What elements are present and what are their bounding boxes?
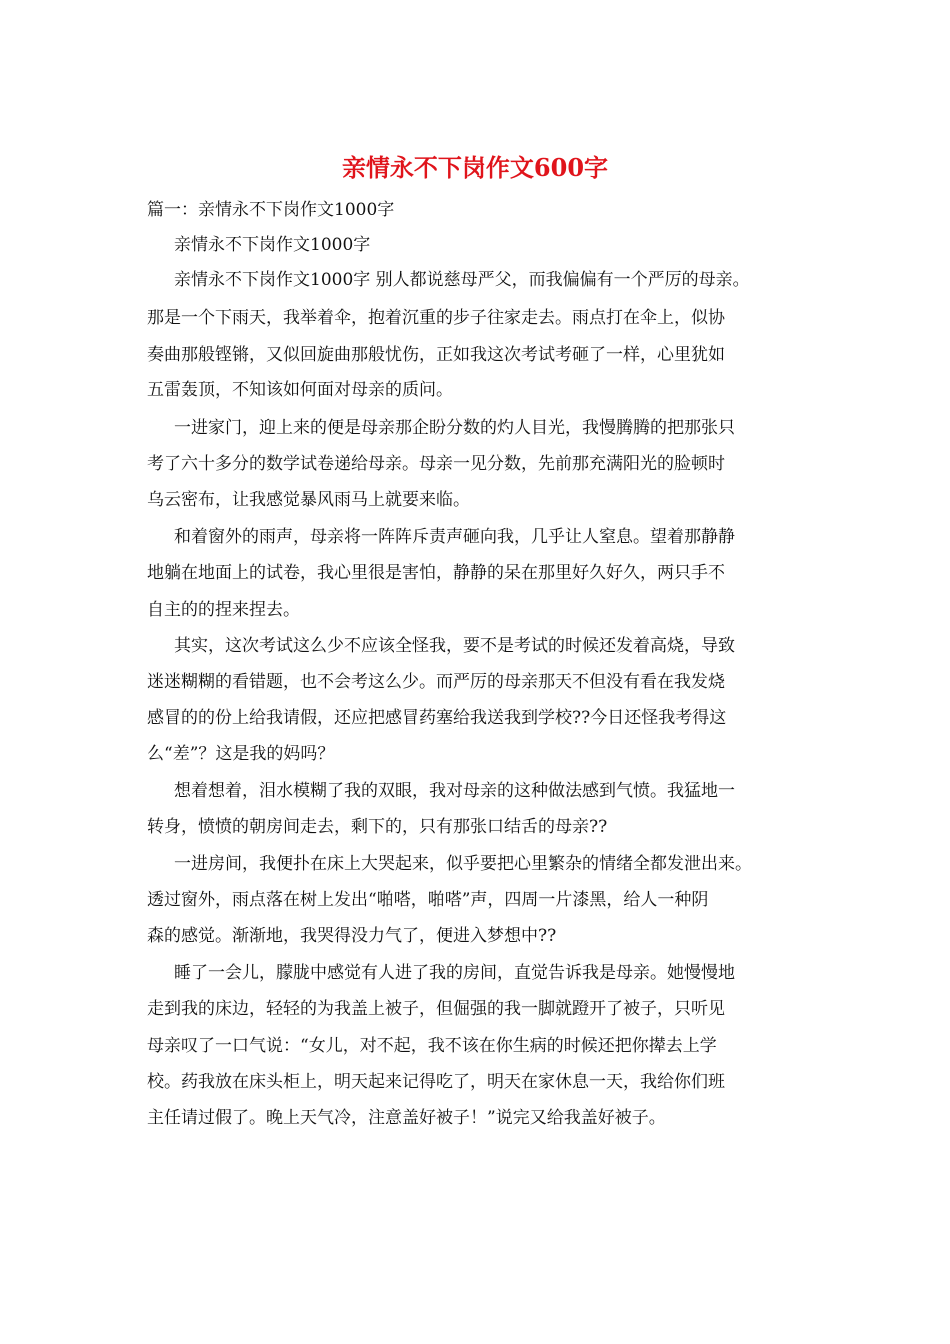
body-line: 想着想着，泪水模糊了我的双眼，我对母亲的这种做法感到气愤。我猛地一: [174, 781, 735, 801]
body-line: 那是一个下雨天，我举着伞，抱着沉重的步子往家走去。雨点打在伞上，似协: [147, 308, 725, 328]
subtitle-line: 亲情永不下岗作文1000字: [174, 235, 371, 255]
body-line: 走到我的床边，轻轻的为我盖上被子，但倔强的我一脚就蹬开了被子，只听见: [147, 999, 725, 1019]
chapter-heading: 篇一：亲情永不下岗作文1000字: [147, 200, 395, 220]
body-line: 其实，这次考试这么少不应该全怪我，要不是考试的时候还发着高烧，导致: [174, 636, 735, 656]
body-line: 森的感觉。渐渐地，我哭得没力气了，便进入梦想中??: [147, 926, 557, 946]
body-line: 五雷轰顶，不知该如何面对母亲的质问。: [147, 380, 453, 400]
body-line: 一进家门，迎上来的便是母亲那企盼分数的灼人目光，我慢腾腾的把那张只: [174, 418, 735, 438]
body-line: 主任请过假了。晚上天气冷，注意盖好被子！”说完又给我盖好被子。: [147, 1108, 666, 1128]
body-line: 转身，愤愤的朝房间走去，剩下的，只有那张口结舌的母亲??: [147, 817, 608, 837]
body-line: 亲情永不下岗作文1000字 别人都说慈母严父，而我偏偏有一个严厉的母亲。: [174, 270, 750, 290]
body-line: 考了六十多分的数学试卷递给母亲。母亲一见分数，先前那充满阳光的脸顿时: [147, 454, 725, 474]
body-line: 感冒的的份上给我请假，还应把感冒药塞给我送我到学校??今日还怪我考得这: [147, 708, 727, 728]
body-line: 和着窗外的雨声，母亲将一阵阵斥责声砸向我，几乎让人窒息。望着那静静: [174, 527, 735, 547]
body-line: 么“差”？这是我的妈吗？: [147, 744, 335, 764]
body-line: 乌云密布，让我感觉暴风雨马上就要来临。: [147, 490, 470, 510]
body-line: 一进房间，我便扑在床上大哭起来，似乎要把心里繁杂的情绪全都发泄出来。: [174, 854, 752, 874]
body-line: 地躺在地面上的试卷，我心里很是害怕，静静的呆在那里好久好久，两只手不: [147, 563, 725, 583]
document-title: 亲情永不下岗作文600字: [341, 153, 609, 182]
body-line: 母亲叹了一口气说：“女儿，对不起，我不该在你生病的时候还把你撵去上学: [147, 1036, 717, 1056]
body-line: 透过窗外，雨点落在树上发出“啪嗒，啪嗒”声，四周一片漆黑，给人一种阴: [147, 890, 709, 910]
body-line: 自主的的捏来捏去。: [147, 600, 300, 620]
body-line: 迷迷糊糊的看错题，也不会考这么少。而严厉的母亲那天不但没有看在我发烧: [147, 672, 725, 692]
body-line: 奏曲那般铿锵，又似回旋曲那般忧伤，正如我这次考试考砸了一样，心里犹如: [147, 345, 725, 365]
body-line: 睡了一会儿，朦胧中感觉有人进了我的房间，直觉告诉我是母亲。她慢慢地: [174, 963, 735, 983]
body-line: 校。药我放在床头柜上，明天起来记得吃了，明天在家休息一天，我给你们班: [147, 1072, 725, 1092]
